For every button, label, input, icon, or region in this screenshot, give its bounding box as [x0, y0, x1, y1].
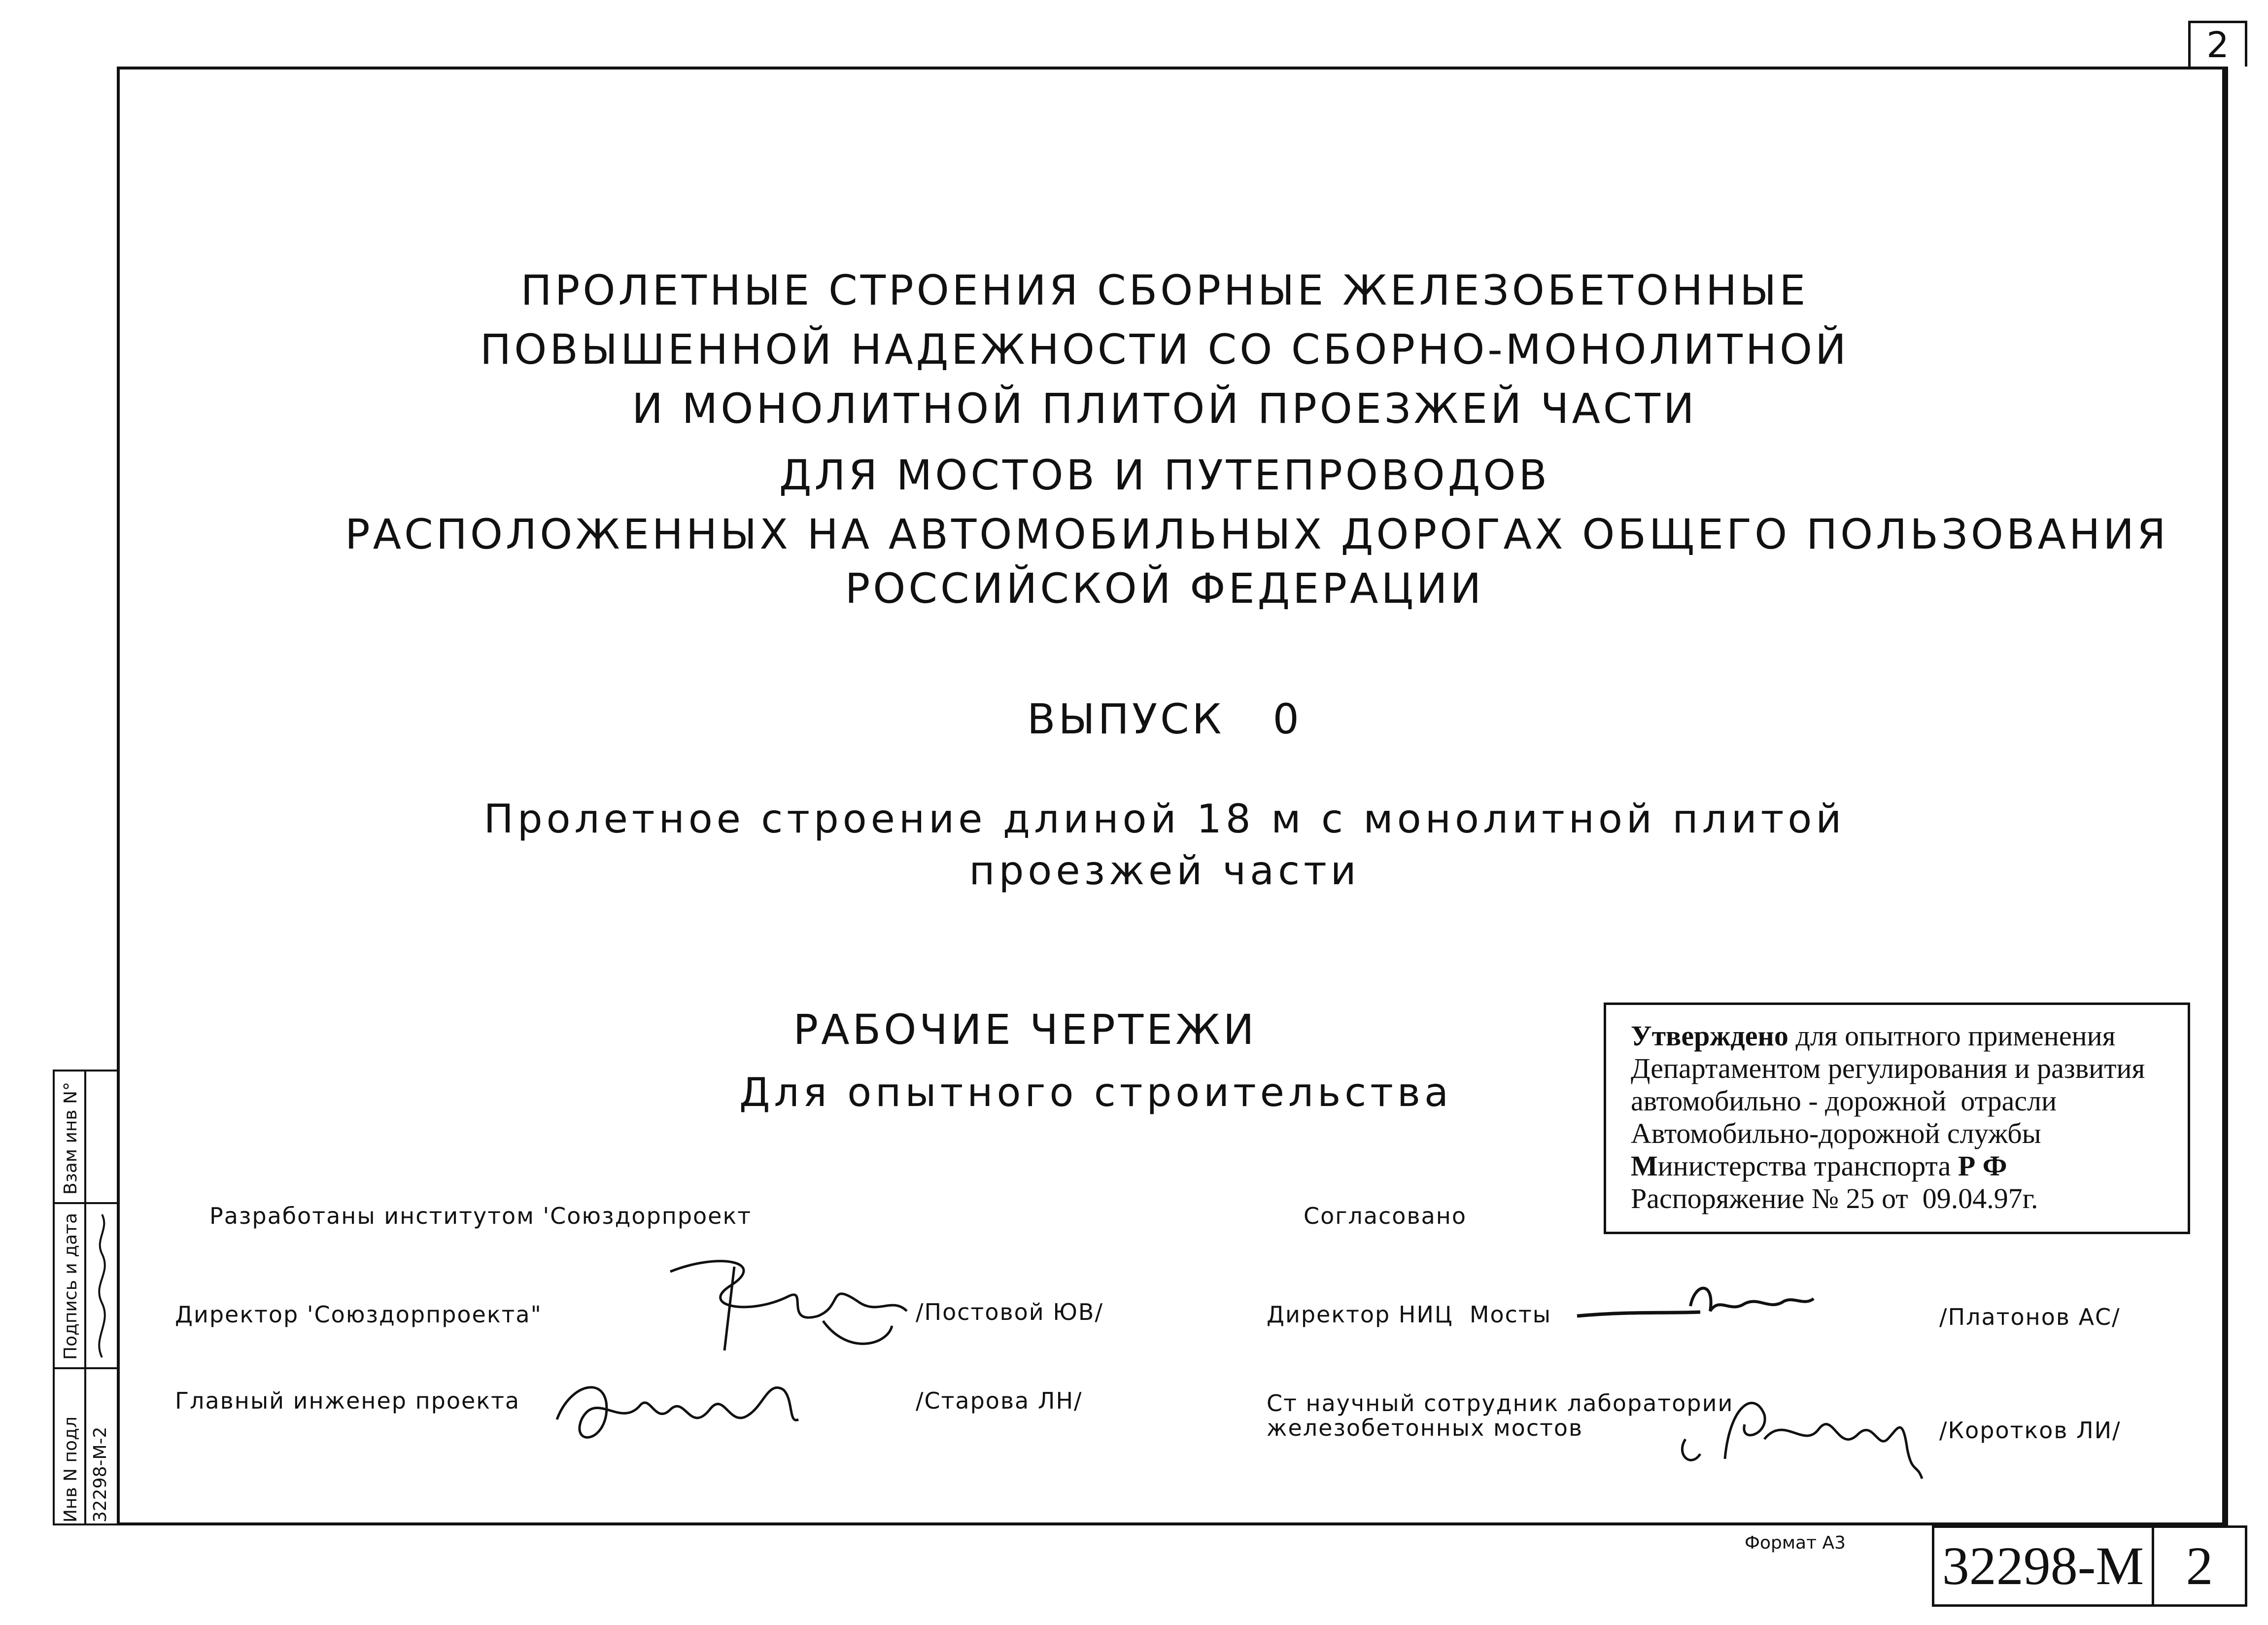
left-sign-name-1: /Постовой ЮВ/: [916, 1299, 1103, 1325]
left-sign-role-1: Директор 'Союздорпроекта": [175, 1301, 542, 1328]
right-sign-role-1: Директор НИЦ Мосты: [1267, 1301, 1552, 1328]
stamp-approved-word: Утверждено: [1631, 1020, 1788, 1052]
stamp-line-5: [1631, 1150, 2188, 1182]
sidebar-row-divider: [55, 1202, 117, 1204]
left-sign-role-2: Главный инженер проекта: [175, 1387, 520, 1414]
title-line-1: ПРОЛЕТНЫЕ СТРОЕНИЯ СБОРНЫЕ ЖЕЛЕЗОБЕТОННЫЕ: [520, 266, 1809, 314]
approval-stamp: [1604, 1003, 2190, 1234]
corner-sheet-number: 2: [2206, 24, 2229, 66]
agreed-label: Согласовано: [1304, 1203, 1467, 1229]
format-label: Формат А3: [1745, 1533, 1846, 1553]
left-sign-name-2: /Старова ЛН/: [916, 1387, 1083, 1414]
sheet-number: 2: [2186, 1536, 2213, 1596]
stamp-line-4: Автомобильно-дорожной службы: [1631, 1117, 2041, 1149]
signature-graphic: [1671, 1375, 1927, 1488]
stamp-line-1: [1631, 1020, 2188, 1052]
doc-code: 32298-М: [1942, 1536, 2144, 1596]
signature-graphic: [552, 1360, 808, 1459]
stamp-line-5-tail: Р Ф: [1958, 1150, 2007, 1182]
stamp-line-2: Департаментом регулирования и развития: [1631, 1052, 2145, 1084]
title-line-2: ПОВЫШЕННОЙ НАДЕЖНОСТИ СО СБОРНО-МОНОЛИТНОЙ: [480, 325, 1849, 374]
sidebar-row-divider: [55, 1367, 117, 1369]
sheet-number-box: [2152, 1525, 2247, 1607]
description-line-2: проезжей части: [969, 848, 1360, 894]
doc-code-box: [1932, 1525, 2152, 1607]
right-sign-role-2a: Ст научный сотрудник лаборатории: [1267, 1390, 1734, 1417]
sidebar-label-vzam: Взам инв N°: [61, 1081, 81, 1195]
doc-type: РАБОЧИЕ ЧЕРТЕЖИ: [793, 1005, 1257, 1054]
stamp-line-1-rest: для опытного применения: [1788, 1020, 2116, 1052]
issue-label: ВЫПУСК 0: [1027, 695, 1302, 743]
purpose: Для опытного строительства: [739, 1070, 1453, 1115]
sidebar-label-inv: Инв N подл: [61, 1417, 81, 1522]
title-line-5: РАСПОЛОЖЕННЫХ НА АВТОМОБИЛЬНЫХ ДОРОГАХ ОБЩЕГО ПОЛЬЗОВАНИЯ: [345, 510, 2169, 558]
stamp-line-5-initial: М: [1631, 1150, 1658, 1182]
corner-sheet-box: [2188, 21, 2247, 67]
sidebar-label-sign: Подпись и дата: [61, 1212, 81, 1360]
sidebar-column-divider: [84, 1072, 86, 1523]
signature-graphic: [87, 1210, 117, 1362]
description-line-1: Пролетное строение длиной 18 м с монолитной плитой: [483, 796, 1846, 842]
sidebar-inv-value: 32298-М-2: [90, 1426, 110, 1522]
stamp-line-6: Распоряжение № 25 от 09.04.97г.: [1631, 1182, 2038, 1214]
signature-graphic: [1572, 1277, 1819, 1331]
right-sign-name-2: /Коротков ЛИ/: [1939, 1417, 2121, 1444]
right-sign-name-1: /Платонов АС/: [1939, 1304, 2121, 1330]
title-line-4: ДЛЯ МОСТОВ И ПУТЕПРОВОДОВ: [779, 451, 1550, 499]
frame-right-rule: [2225, 67, 2228, 1525]
left-sidebar-stamp: [53, 1070, 117, 1525]
stamp-line-5-rest: инистерства транспорта: [1657, 1150, 1958, 1182]
developed-by: Разработаны институтом 'Союздорпроект: [209, 1203, 752, 1229]
right-sign-role-2b: железобетонных мостов: [1267, 1415, 1583, 1441]
title-line-3: И МОНОЛИТНОЙ ПЛИТОЙ ПРОЕЗЖЕЙ ЧАСТИ: [632, 384, 1697, 433]
signature-graphic: [660, 1242, 917, 1360]
title-line-6: РОССИЙСКОЙ ФЕДЕРАЦИИ: [845, 564, 1484, 613]
stamp-line-3: автомобильно - дорожной отрасли: [1631, 1085, 2057, 1117]
